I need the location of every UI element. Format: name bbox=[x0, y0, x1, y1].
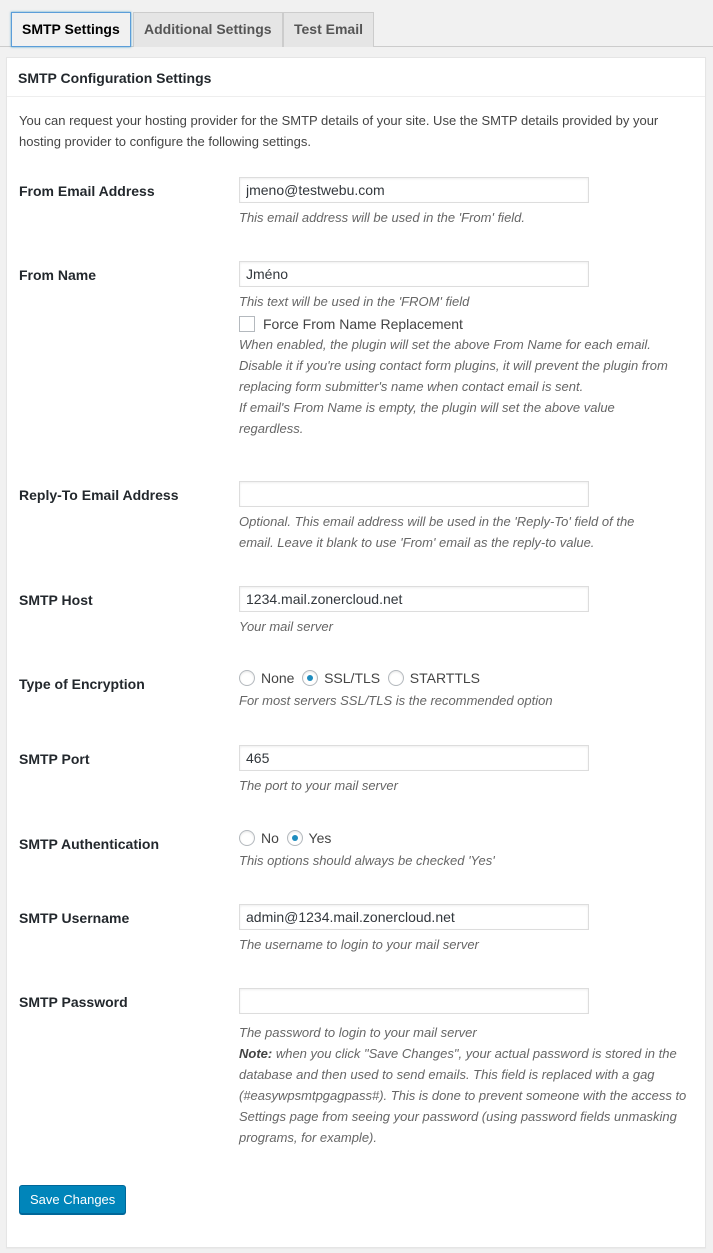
tab-smtp-settings[interactable]: SMTP Settings bbox=[11, 12, 131, 47]
note-text: when you click "Save Changes", your actual password is stored in the database and then used to send emails. This field is replaced with a gag (#easywpsmtpgagpass#). This is done to prevent someone with the access to Settings page from seeing your password (using password fields unmasking programs, for example). bbox=[239, 1046, 687, 1145]
encryption-label: Type of Encryption bbox=[19, 676, 145, 692]
encryption-none-label[interactable]: None bbox=[261, 670, 295, 686]
encryption-desc: For most servers SSL/TLS is the recommended option bbox=[239, 693, 553, 708]
auth-yes-label[interactable]: Yes bbox=[308, 830, 332, 846]
smtp-port-input[interactable] bbox=[239, 745, 589, 771]
smtp-port-desc: The port to your mail server bbox=[239, 778, 398, 793]
auth-yes-radio[interactable] bbox=[287, 830, 303, 846]
password-input[interactable] bbox=[239, 988, 589, 1014]
encryption-none-radio[interactable] bbox=[239, 670, 255, 686]
username-input[interactable] bbox=[239, 904, 589, 930]
encryption-starttls-radio[interactable] bbox=[388, 670, 404, 686]
encryption-ssl-label[interactable]: SSL/TLS bbox=[324, 670, 381, 686]
save-changes-button[interactable]: Save Changes bbox=[19, 1185, 126, 1214]
username-label: SMTP Username bbox=[19, 910, 130, 926]
from-email-input[interactable] bbox=[239, 177, 589, 203]
from-email-desc: This email address will be used in the 'From' field. bbox=[239, 210, 526, 225]
force-from-name-desc: When enabled, the plugin will set the above From Name for each email. Disable it if you're using contact form plugins, it will prevent the plugin from replacing form submitter's name when contact email is sent. bbox=[239, 337, 668, 394]
auth-no-radio[interactable] bbox=[239, 830, 255, 846]
auth-label: SMTP Authentication bbox=[19, 836, 159, 852]
smtp-port-label: SMTP Port bbox=[19, 751, 90, 767]
from-name-label: From Name bbox=[19, 267, 97, 283]
reply-to-label: Reply-To Email Address bbox=[19, 487, 179, 503]
smtp-host-label: SMTP Host bbox=[19, 592, 93, 608]
auth-desc: This options should always be checked 'Yes' bbox=[239, 853, 495, 868]
reply-to-desc: Optional. This email address will be used in the 'Reply-To' field of the email. Leave it blank to use 'From' email as the reply-to value. bbox=[239, 514, 635, 550]
panel-title: SMTP Configuration Settings bbox=[7, 58, 705, 97]
from-name-input[interactable] bbox=[239, 261, 589, 287]
encryption-ssl-radio[interactable] bbox=[302, 670, 318, 686]
force-from-name-label[interactable]: Force From Name Replacement bbox=[263, 316, 463, 332]
tab-test-email[interactable]: Test Email bbox=[283, 12, 374, 47]
password-desc: The password to login to your mail server bbox=[239, 1025, 477, 1040]
auth-no-label[interactable]: No bbox=[261, 830, 279, 846]
from-name-desc: This text will be used in the 'FROM' field bbox=[239, 294, 470, 309]
force-from-name-checkbox[interactable] bbox=[239, 316, 255, 332]
smtp-host-desc: Your mail server bbox=[239, 619, 333, 634]
encryption-starttls-label[interactable]: STARTTLS bbox=[409, 670, 481, 686]
note-label: Note: bbox=[239, 1046, 273, 1061]
password-label: SMTP Password bbox=[19, 994, 128, 1010]
intro-text: You can request your hosting provider for the SMTP details of your site. Use the SMTP details provided by your hosting provider to configure the following settings. bbox=[19, 113, 659, 149]
reply-to-input[interactable] bbox=[239, 481, 589, 507]
username-desc: The username to login to your mail server bbox=[239, 937, 479, 952]
password-note bbox=[239, 1043, 687, 1148]
tab-bar bbox=[0, 0, 713, 47]
tab-additional-settings[interactable]: Additional Settings bbox=[133, 12, 283, 47]
force-from-name-desc2: If email's From Name is empty, the plugin will set the above value regardless. bbox=[239, 400, 615, 436]
from-email-label: From Email Address bbox=[19, 183, 155, 199]
settings-panel bbox=[6, 57, 706, 1248]
smtp-host-input[interactable] bbox=[239, 586, 589, 612]
